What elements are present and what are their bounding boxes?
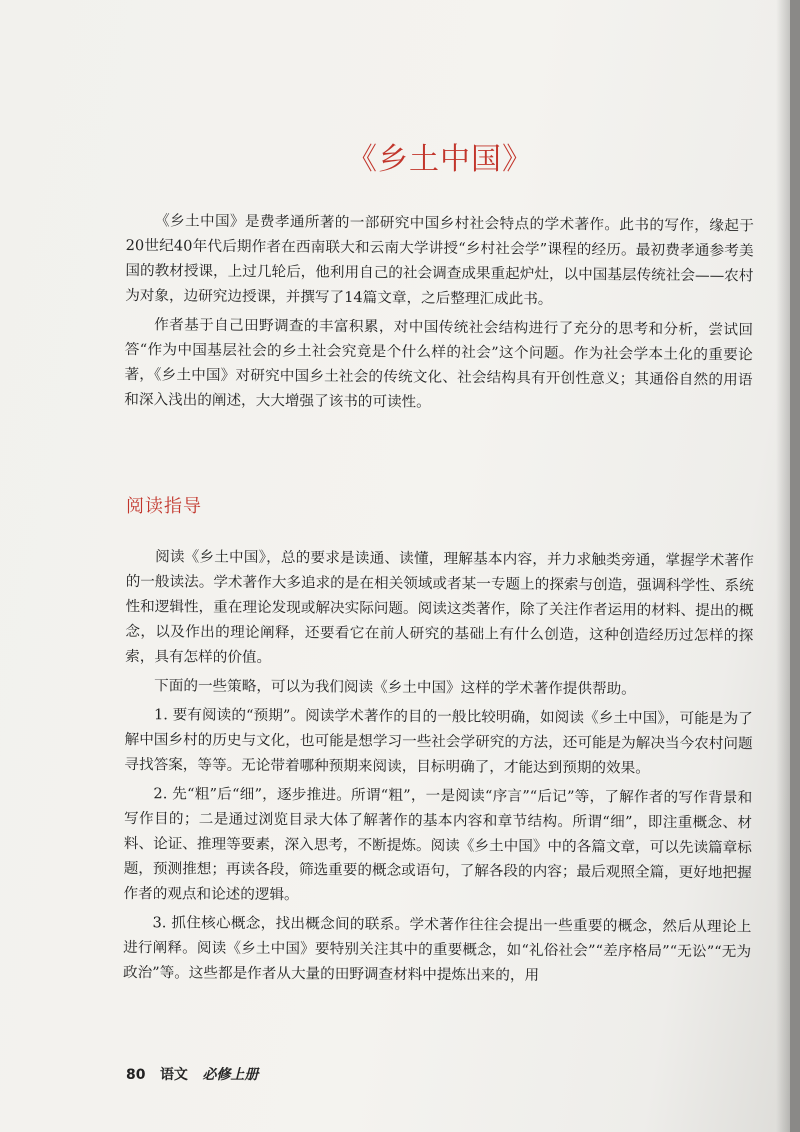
intro-section	[124, 208, 754, 421]
page-number: 80	[126, 1067, 146, 1083]
intro-paragraph: 作者基于自己田野调查的丰富积累，对中国传统社会结构进行了充分的思考和分析，尝试回答“作为中国基层社会的乡土社会究竟是个什么样的社会”这个问题。作为社会学本土化的重要论著，《乡土中国》对研究中国乡土社会的传统文化、社会结构具有开创性意义；其通俗自然的用语和深入浅出的阐述，大大增强了该书的可读性。	[124, 316, 754, 411]
body-paragraph: 1. 要有阅读的“预期”。阅读学术著作的目的一般比较明确，如阅读《乡土中国》，可能是为了解中国乡村的历史与文化，也可能是想学习一些社会学研究的方法，还可能是为解决当今农村问题寻找答案，等等。无论带着哪种预期来阅读，目标明确了，才能达到预期的效果。	[124, 706, 753, 777]
reading-guide-body	[123, 544, 754, 993]
volume-name: 必修上册	[202, 1067, 259, 1083]
body-paragraph: 下面的一些策略，可以为我们阅读《乡土中国》这样的学术著作提供帮助。	[154, 677, 636, 698]
body-paragraph: 3. 抓住核心概念，找出概念间的联系。学术著作往往会提出一些重要的概念，然后从理论上进行阐释。阅读《乡土中国》要特别关注其中的重要概念，如“礼俗社会”“差序格局”“无讼”“无为政治”等。这些都是作者从大量的田野调查材料中提炼出来的，用	[122, 914, 752, 984]
page-title: 《乡土中国》	[347, 142, 533, 177]
body-paragraph: 2. 先“粗”后“细”，逐步推进。所谓“粗”，一是阅读“序言”“后记”等，了解作者的写作背景和写作目的；二是通过浏览目录大体了解著作的基本内容和章节结构。所谓“细”，即注重概念、材料、论证、推理等要素，深入思考，不断提炼。阅读《乡土中国》中的各篇文章，可以先读篇章标题，预测推想；再读各段，筛选重要的概念或语句，了解各段的内容；最后观照全篇，更好地把握作者的观点和论述的逻辑。	[123, 785, 753, 904]
intro-paragraph: 《乡土中国》是费孝通所著的一部研究中国乡村社会特点的学术著作。此书的写作，缘起于20世纪40年代后期作者在西南联大和云南大学讲授“乡村社会学”课程的经历。最初费孝通参考美国的教材授课，上过几轮后，他利用自己的社会调查成果重起炉灶，以中国基层传统社会——农村为对象，边研究边授课，并撰写了14篇文章，之后整理汇成此书。	[125, 212, 754, 308]
section-heading: 阅读指导	[126, 496, 202, 517]
book-name: 语文	[159, 1067, 188, 1083]
page-edge-shadow	[776, 0, 790, 1132]
page-footer	[126, 1064, 258, 1084]
body-paragraph: 阅读《乡土中国》，总的要求是读通、读懂，理解基本内容，并力求触类旁通，掌握学术著作的一般读法。学术著作大多追求的是在相关领域或者某一专题上的探索与创造，强调科学性、系统性和逻辑性，重在理论发现或解决实际问题。阅读这类著作，除了关注作者运用的材料、提出的概念，以及作出的理论阐释，还要看它在前人研究的基础上有什么创造，这种创造经历过怎样的探索，具有怎样的价值。	[125, 548, 754, 667]
